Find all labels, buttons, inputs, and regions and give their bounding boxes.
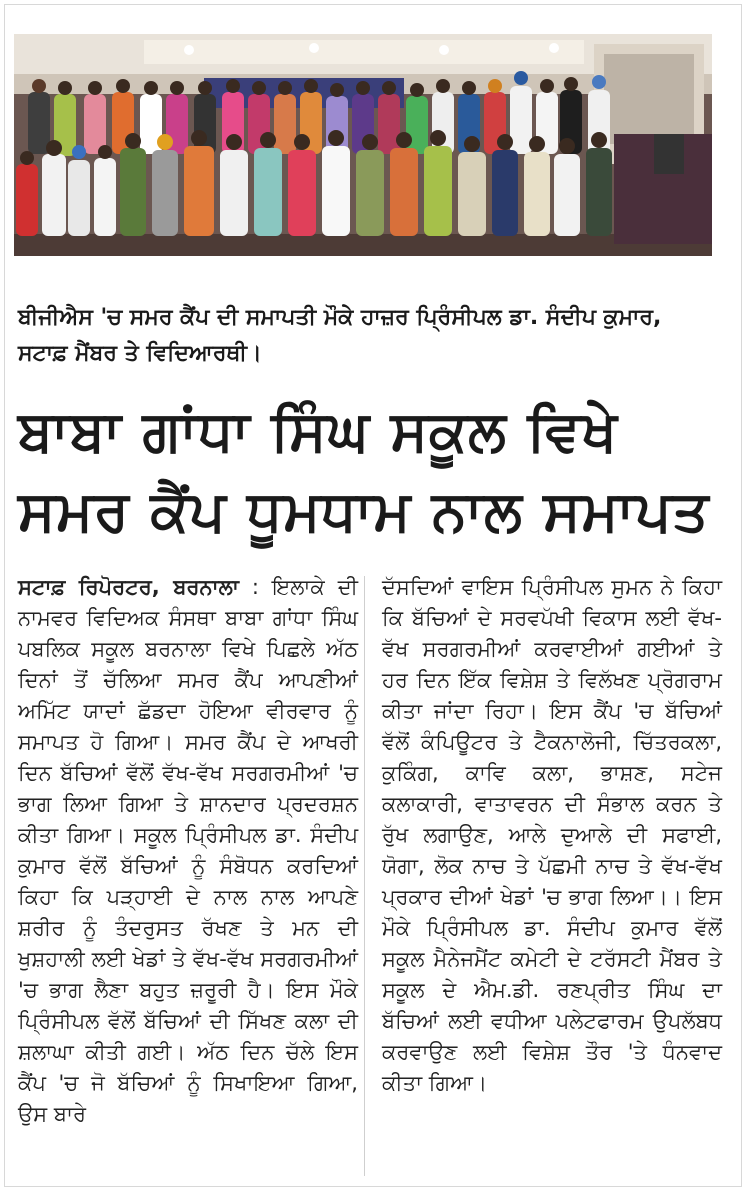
article-column-2 bbox=[382, 572, 722, 1099]
dateline-separator: : bbox=[238, 575, 272, 599]
dateline: ਸਟਾਫ਼ ਰਿਪੋਰਟਰ, ਬਰਨਾਲਾ bbox=[18, 575, 239, 599]
photo-caption: ਬੀਜੀਐਸ 'ਚ ਸਮਰ ਕੈਂਪ ਦੀ ਸਮਾਪਤੀ ਮੌਕੇ ਹਾਜ਼ਰ ਪ੍ਰਿੰਸੀਪਲ ਡਾ. ਸੰਦੀਪ ਕੁਮਾਰ, ਸਟਾਫ਼ ਮੈਂਬਰ ਤੇ ਵਿਦਿਆਰਥੀ। bbox=[18, 305, 662, 366]
column-divider bbox=[364, 576, 365, 1176]
article-body-2: ਦੱਸਦਿਆਂ ਵਾਇਸ ਪ੍ਰਿੰਸੀਪਲ ਸੁਮਨ ਨੇ ਕਿਹਾ ਕਿ ਬੱਚਿਆਂ ਦੇ ਸਰਵਪੱਖੀ ਵਿਕਾਸ ਲਈ ਵੱਖ-ਵੱਖ ਸਰਗਰਮੀਆਂ ਕਰਵਾਈਆਂ ਗਈਆਂ ਤੇ ਹਰ ਦਿਨ ਇੱਕ ਵਿਸ਼ੇਸ਼ ਤੇ ਵਿਲੱਖਣ ਪ੍ਰੋਗਰਾਮ ਕੀਤਾ ਜਾਂਦਾ ਰਿਹਾ। ਇਸ ਕੈਂਪ 'ਚ ਬੱਚਿਆਂ ਵੱਲੋਂ ਕੰਪਿਊਟਰ ਤੇ ਟੈਕਨਾਲੋਜੀ, ਚਿੱਤਰਕਲਾ, ਕੁਕਿੰਗ, ਕਾਵਿ ਕਲਾ, ਭਾਸ਼ਣ, ਸਟੇਜ ਕਲਾਕਾਰੀ, ਵਾਤਾਵਰਨ ਦੀ ਸੰਭਾਲ ਕਰਨ ਤੇ ਰੁੱਖ ਲਗਾਉਣ, ਆਲੇ ਦੁਆਲੇ ਦੀ ਸਫਾਈ, ਯੋਗਾ, ਲੋਕ ਨਾਚ ਤੇ ਪੱਛਮੀ ਨਾਚ ਤੇ ਵੱਖ-ਵੱਖ ਪ੍ਰਕਾਰ ਦੀਆਂ ਖੇਡਾਂ 'ਚ ਭਾਗ ਲਿਆ।। ਇਸ ਮੌਕੇ ਪ੍ਰਿੰਸੀਪਲ ਡਾ. ਸੰਦੀਪ ਕੁਮਾਰ ਵੱਲੋਂ ਸਕੂਲ ਮੈਨੇਜਮੈਂਟ ਕਮੇਟੀ ਦੇ ਟਰੱਸਟੀ ਮੈਂਬਰ ਤੇ ਸਕੂਲ ਦੇ ਐਮ.ਡੀ. ਰਣਪ੍ਰੀਤ ਸਿੰਘ ਦਾ ਬੱਚਿਆਂ ਲਈ ਵਧੀਆ ਪਲੇਟਫਾਰਮ ਉਪਲੱਬਧ ਕਰਵਾਉਣ ਲਈ ਵਿਸ਼ੇਸ਼ ਤੌਰ 'ਤੇ ਧੰਨਵਾਦ ਕੀਤਾ ਗਿਆ। bbox=[382, 575, 722, 1095]
article-body-1: ਇਲਾਕੇ ਦੀ ਨਾਮਵਰ ਵਿਦਿਅਕ ਸੰਸਥਾ ਬਾਬਾ ਗਾਂਧਾ ਸਿੰਘ ਪਬਲਿਕ ਸਕੂਲ ਬਰਨਾਲਾ ਵਿਖੇ ਪਿਛਲੇ ਅੱਠ ਦਿਨਾਂ ਤੋਂ ਚੱਲਿਆ ਸਮਰ ਕੈਂਪ ਆਪਣੀਆਂ ਅਮਿੱਟ ਯਾਦਾਂ ਛੱਡਦਾ ਹੋਇਆ ਵੀਰਵਾਰ ਨੂੰ ਸਮਾਪਤ ਹੋ ਗਿਆ। ਸਮਰ ਕੈਂਪ ਦੇ ਆਖਰੀ ਦਿਨ ਬੱਚਿਆਂ ਵੱਲੋਂ ਵੱਖ-ਵੱਖ ਸਰਗਰਮੀਆਂ 'ਚ ਭਾਗ ਲਿਆ ਗਿਆ ਤੇ ਸ਼ਾਨਦਾਰ ਪ੍ਰਦਰਸ਼ਨ ਕੀਤਾ ਗਿਆ। ਸਕੂਲ ਪ੍ਰਿੰਸੀਪਲ ਡਾ. ਸੰਦੀਪ ਕੁਮਾਰ ਵੱਲੋਂ ਬੱਚਿਆਂ ਨੂੰ ਸੰਬੋਧਨ ਕਰਦਿਆਂ ਕਿਹਾ ਕਿ ਪੜ੍ਹਾਈ ਦੇ ਨਾਲ ਨਾਲ ਆਪਣੇ ਸ਼ਰੀਰ ਨੂੰ ਤੰਦਰੁਸਤ ਰੱਖਣ ਤੇ ਮਨ ਦੀ ਖੁਸ਼ਹਾਲੀ ਲਈ ਖੇਡਾਂ ਤੇ ਵੱਖ-ਵੱਖ ਸਰਗਰਮੀਆਂ 'ਚ ਭਾਗ ਲੈਣਾ ਬਹੁਤ ਜ਼ਰੂਰੀ ਹੈ। ਇਸ ਮੌਕੇ ਪ੍ਰਿੰਸੀਪਲ ਵੱਲੋਂ ਬੱਚਿਆਂ ਦੀ ਸਿੱਖਣ ਕਲਾ ਦੀ ਸ਼ਲਾਘਾ ਕੀਤੀ ਗਈ। ਅੱਠ ਦਿਨ ਚੱਲੇ ਇਸ ਕੈਂਪ 'ਚ ਜੋ ਬੱਚਿਆਂ ਨੂੰ ਸਿਖਾਇਆ ਗਿਆ, ਉਸ ਬਾਰੇ bbox=[18, 575, 358, 1126]
group-photo bbox=[14, 34, 712, 256]
article-column-1 bbox=[18, 572, 358, 1130]
headline: ਬਾਬਾ ਗਾਂਧਾ ਸਿੰਘ ਸਕੂਲ ਵਿਖੇ ਸਮਰ ਕੈਂਪ ਧੂਮਧਾਮ ਨਾਲ ਸਮਾਪਤ bbox=[18, 399, 710, 544]
